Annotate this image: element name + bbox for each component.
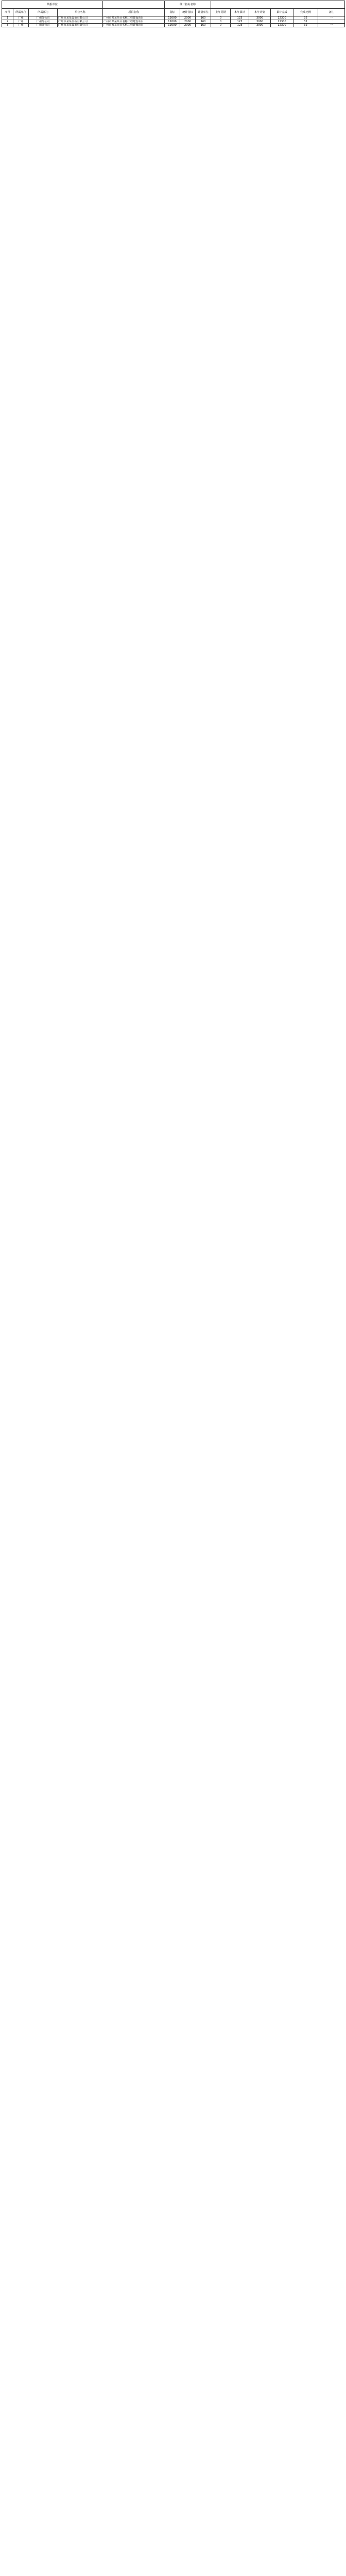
table-cell: 123 [231,16,249,20]
table-cell: 一 [318,20,345,24]
table-cell: 12300 [271,24,293,27]
table-cell: 160 [196,16,211,20]
table-cell: 3000 [249,24,271,27]
table-cell: 广州分公司 [29,24,58,27]
table-cell: 12000 [165,24,180,27]
column-header-cell: 单位名称 [58,9,103,16]
table-cell: 一 [318,16,345,20]
group-header-cell: 填报单位 [2,1,103,9]
table-cell: 1 [2,16,13,20]
table-cell: 2000 [180,20,196,24]
column-header-cell: 备注 [318,9,345,16]
table-cell: 12000 [165,20,180,24]
table-cell: 广州市某某设备有限公司 [58,16,103,20]
table-cell: 广州市某某设备有限公司 [58,20,103,24]
group-header-row [2,1,345,9]
column-header-cell: 所属部门 [29,9,58,16]
table-cell: 广州市某某项目名称工程建设项目 [103,16,165,20]
column-header-cell: 本年计划 [249,9,271,16]
table-cell: 160 [196,20,211,24]
table-cell: 32 [293,20,318,24]
column-header-cell: 项目名称 [103,9,165,16]
column-header-cell: 上年同期 [211,9,231,16]
table-cell: 0 [211,24,231,27]
table-cell: 3000 [249,20,271,24]
column-header-cell: 计量单位 [196,9,211,16]
table-cell: 32 [293,24,318,27]
table-cell: 广州 [13,24,29,27]
table-cell: 0 [211,16,231,20]
table-cell: 32 [293,16,318,20]
table-cell: 一 [318,24,345,27]
table-cell: 3000 [249,16,271,20]
table-cell: 3 [2,24,13,27]
table-row [2,24,345,27]
column-header-cell: 统计指标 [180,9,196,16]
group-header-cell [103,1,165,9]
column-header-cell: 所属单位 [13,9,29,16]
table-row [2,20,345,24]
group-header-cell: 统计指标名称 [165,1,211,9]
table-cell: 123 [231,20,249,24]
column-header-cell: 完成比例 [293,9,318,16]
table-row [2,16,345,20]
data-table [2,1,345,27]
table-cell: 12000 [165,16,180,20]
group-header-cell [211,1,345,9]
table-cell: 123 [231,24,249,27]
table-cell: 12300 [271,20,293,24]
table-cell: 0 [211,20,231,24]
table-cell: 广州 [13,16,29,20]
column-header-cell: 指标 [165,9,180,16]
table-cell: 广州市某某设备有限公司 [58,24,103,27]
table-cell: 2000 [180,24,196,27]
table-cell: 广州分公司 [29,16,58,20]
table-cell: 2000 [180,16,196,20]
column-header-cell: 序号 [2,9,13,16]
table-cell: 广州 [13,20,29,24]
table-cell: 广州分公司 [29,20,58,24]
column-header-row [2,9,345,16]
column-header-cell: 本年累计 [231,9,249,16]
table-cell: 12300 [271,16,293,20]
table-cell: 广州市某某项目名称工程建设项目 [103,20,165,24]
table-body [2,16,345,27]
table-cell: 广州市某某项目名称工程建设项目 [103,24,165,27]
column-header-cell: 累计完成 [271,9,293,16]
table-cell: 160 [196,24,211,27]
table-cell: 2 [2,20,13,24]
